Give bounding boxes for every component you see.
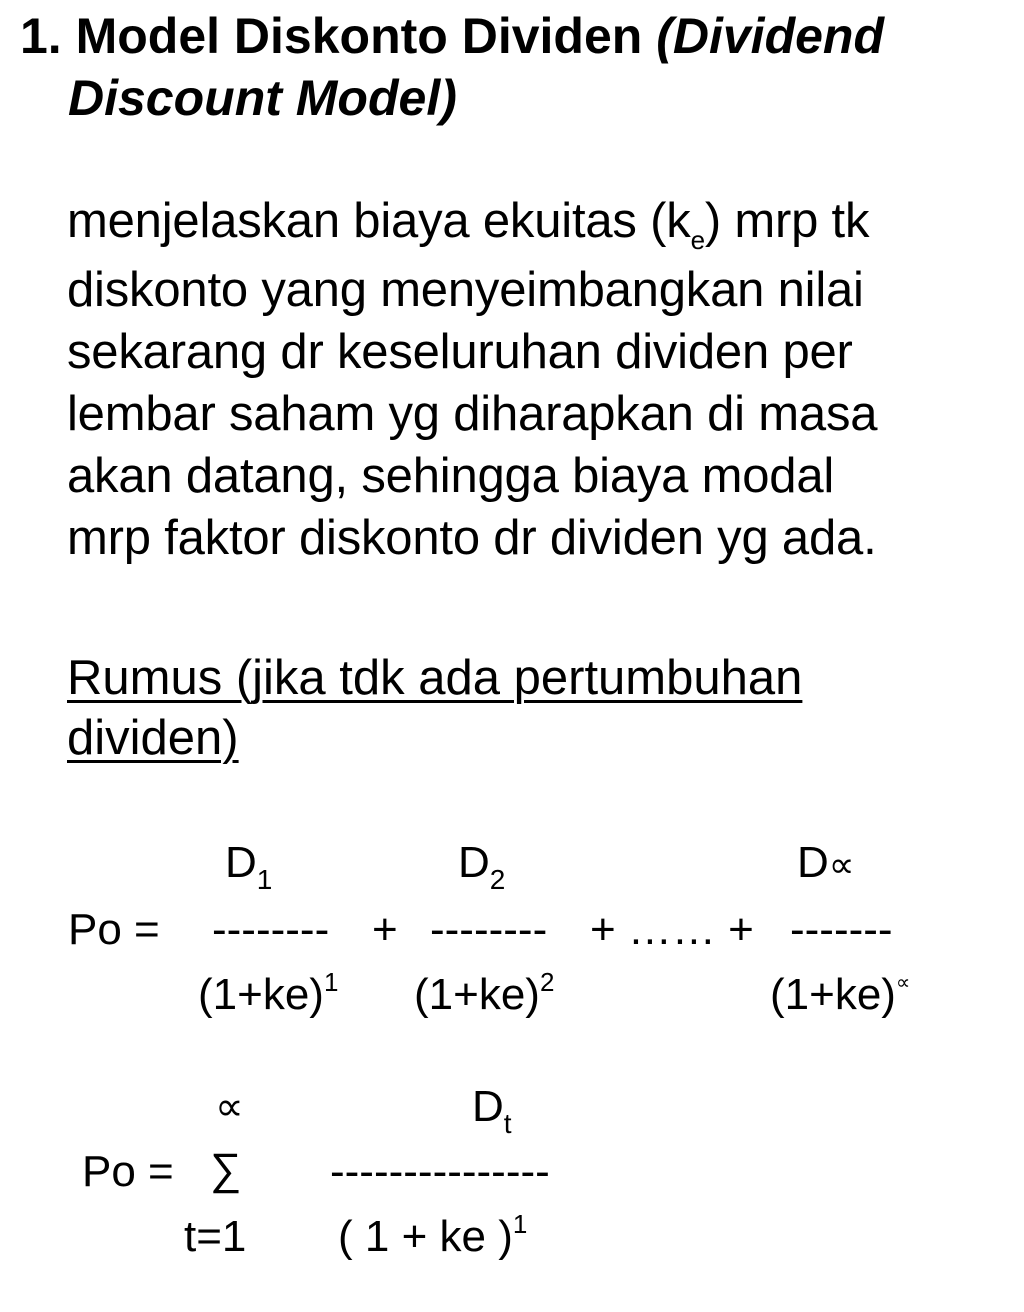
title-number: 1.	[20, 8, 62, 64]
f1-denominator-1: $(1+ke)^1$	[198, 967, 339, 1019]
f1-numerator-2: $D_2$	[458, 838, 506, 895]
paragraph-line-4: lembar saham yg diharapkan di masa	[67, 387, 878, 441]
paragraph-line-1: menjelaskan biaya ekuitas $(k_e)$ mrp tk	[67, 194, 870, 255]
paragraph-line-3: sekarang dr keseluruhan dividen per	[67, 325, 853, 379]
ke-subscript: e	[690, 225, 705, 255]
formula-heading-line-2: dividen)	[67, 711, 239, 765]
f1-denominator-3: (1+ke)∝	[770, 970, 911, 1019]
f2-lhs: Po =	[82, 1147, 174, 1196]
slide-title	[20, 6, 884, 66]
f2-denominator: ( 1 + ke )$^1$	[338, 1209, 528, 1261]
definition-paragraph	[67, 190, 877, 569]
f1-fraction-bar-1: --------	[212, 905, 330, 954]
f1-plus-ellipsis: + …… +	[590, 905, 754, 954]
title-italic-line2: Discount Model)	[68, 70, 457, 126]
infinity-symbol: ∝	[828, 844, 855, 885]
f2-numerator: $D_t$	[472, 1082, 512, 1139]
paragraph-line-5: akan datang, sehingga biaya modal	[67, 449, 835, 503]
f2-upper-limit-infinity: ∝	[215, 1085, 244, 1129]
f2-sigma: ∑	[210, 1145, 242, 1194]
f1-lhs: Po =	[68, 905, 160, 954]
formula-heading	[67, 648, 802, 768]
f1-fraction-bar-3: -------	[790, 905, 893, 954]
formula-heading-line-1: Rumus (jika tdk ada pertumbuhan	[67, 651, 803, 705]
f2-fraction-bar: ---------------	[330, 1147, 550, 1196]
title-italic-line1: (Dividend	[656, 8, 885, 64]
slide-title-line2	[68, 68, 457, 128]
title-text: Model Diskonto Dividen	[75, 8, 643, 64]
f2-lower-limit: t=1	[184, 1212, 247, 1261]
f1-fraction-bar-2: --------	[430, 905, 548, 954]
f1-denominator-2: $(1+ke)^2$	[414, 967, 555, 1019]
f1-numerator-1: $D_1$	[225, 838, 273, 895]
f1-numerator-3: D∝	[797, 838, 855, 887]
paragraph-line-6: mrp faktor diskonto dr dividen yg ada.	[67, 511, 877, 565]
f1-plus-1: +	[372, 905, 398, 954]
paragraph-line-2: diskonto yang menyeimbangkan nilai	[67, 263, 864, 317]
